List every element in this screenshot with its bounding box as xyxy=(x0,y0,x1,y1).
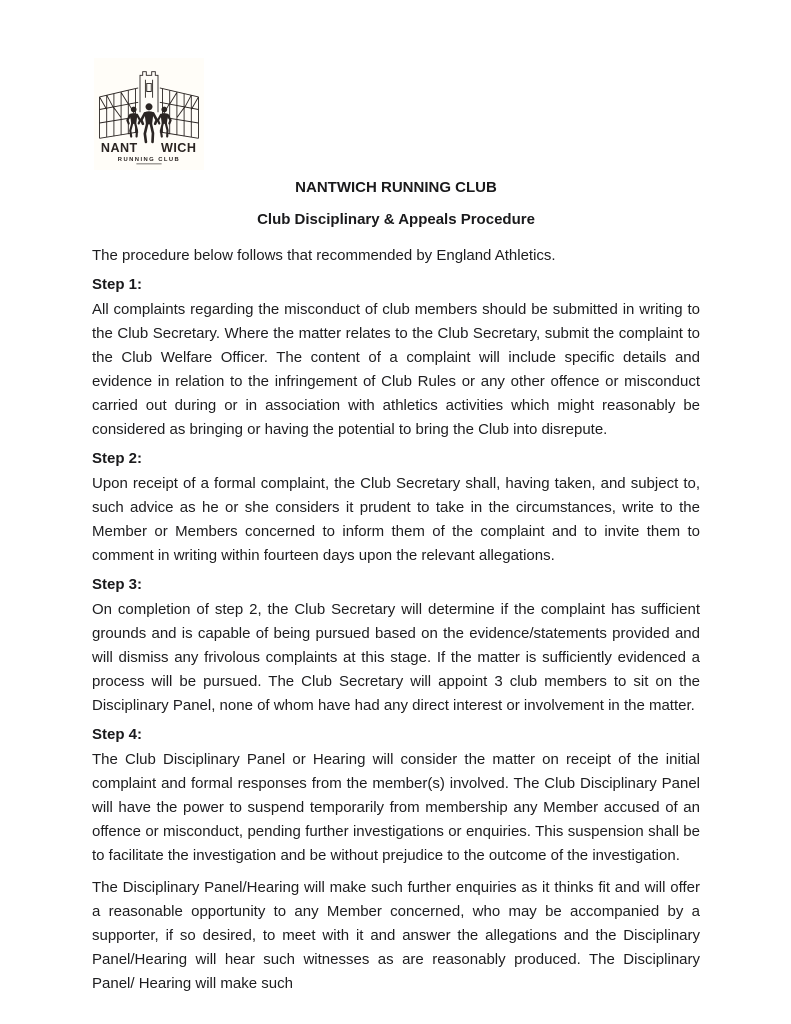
club-logo xyxy=(94,58,204,170)
step-2-paragraph: Upon receipt of a formal complaint, the Club Secretary shall, having taken, and subject to, such advice as he or she considers it prudent to take in the circumstances, write to the Member or Members concerned to inform them of the complaint and to invite them to comment in writing within fourteen days upon the relevant allegations. xyxy=(92,475,700,564)
logo-word-right: WICH xyxy=(161,140,197,155)
logo-club-line: RUNNING CLUB xyxy=(117,156,181,163)
left-building-drawing xyxy=(100,88,139,138)
runner-figures xyxy=(127,103,170,142)
logo-word-left: NANT xyxy=(100,140,138,155)
step-4-heading: Step 4: xyxy=(92,726,143,743)
right-building-drawing xyxy=(160,88,199,138)
step-2-heading: Step 2: xyxy=(92,450,143,467)
step-3-paragraph: On completion of step 2, the Club Secretary will determine if the complaint has sufficient grounds and is capable of being pursued based on the evidence/statements provided and will dismiss any frivolous complaints at this stage. If the matter is sufficiently evidenced a process will be pursued. The Club Secretary will appoint 3 club members to sit on the Disciplinary Panel, none of whom have had any direct interest or involvement in the matter. xyxy=(92,601,700,714)
step-4-paragraph-1: The Club Disciplinary Panel or Hearing will consider the matter on receipt of the initial complaint and formal responses from the member(s) involved. The Club Disciplinary Panel will have the power to suspend temporarily from membership any Member accused of an offence or misconduct, pending further investigations or enquiries. This suspension shall be to facilitate the investigation and be without prejudice to the outcome of the investigation. xyxy=(92,751,700,864)
step-4-paragraph-2: The Disciplinary Panel/Hearing will make such further enquiries as it thinks fit and will offer a reasonable opportunity to any Member concerned, who may be accompanied by a supporter, if so desired, to meet with it and answer the allegations and the Disciplinary Panel/Hearing will hear such witnesses as are reasonably produced. The Disciplinary Panel/ Hearing will make such xyxy=(92,879,700,992)
club-logo-graphic xyxy=(95,59,203,169)
logo-fineprint xyxy=(136,163,161,164)
step-3-heading: Step 3: xyxy=(92,576,143,593)
step-1-heading: Step 1: xyxy=(92,276,143,293)
document-title: NANTWICH RUNNING CLUB xyxy=(295,179,497,196)
document-subtitle: Club Disciplinary & Appeals Procedure xyxy=(257,211,535,228)
step-1-paragraph: All complaints regarding the misconduct of club members should be submitted in writing to the Club Secretary. Where the matter relates to the Club Secretary, submit the complaint to the Club Welfare Officer. The content of a complaint will include specific details and evidence in relation to the infringement of Club Rules or any other offence or misconduct carried out during or in association with athletics activities which might reasonably be considered as bringing or having the potential to bring the Club into disrepute. xyxy=(92,301,700,438)
intro-paragraph: The procedure below follows that recommended by England Athletics. xyxy=(92,247,556,264)
